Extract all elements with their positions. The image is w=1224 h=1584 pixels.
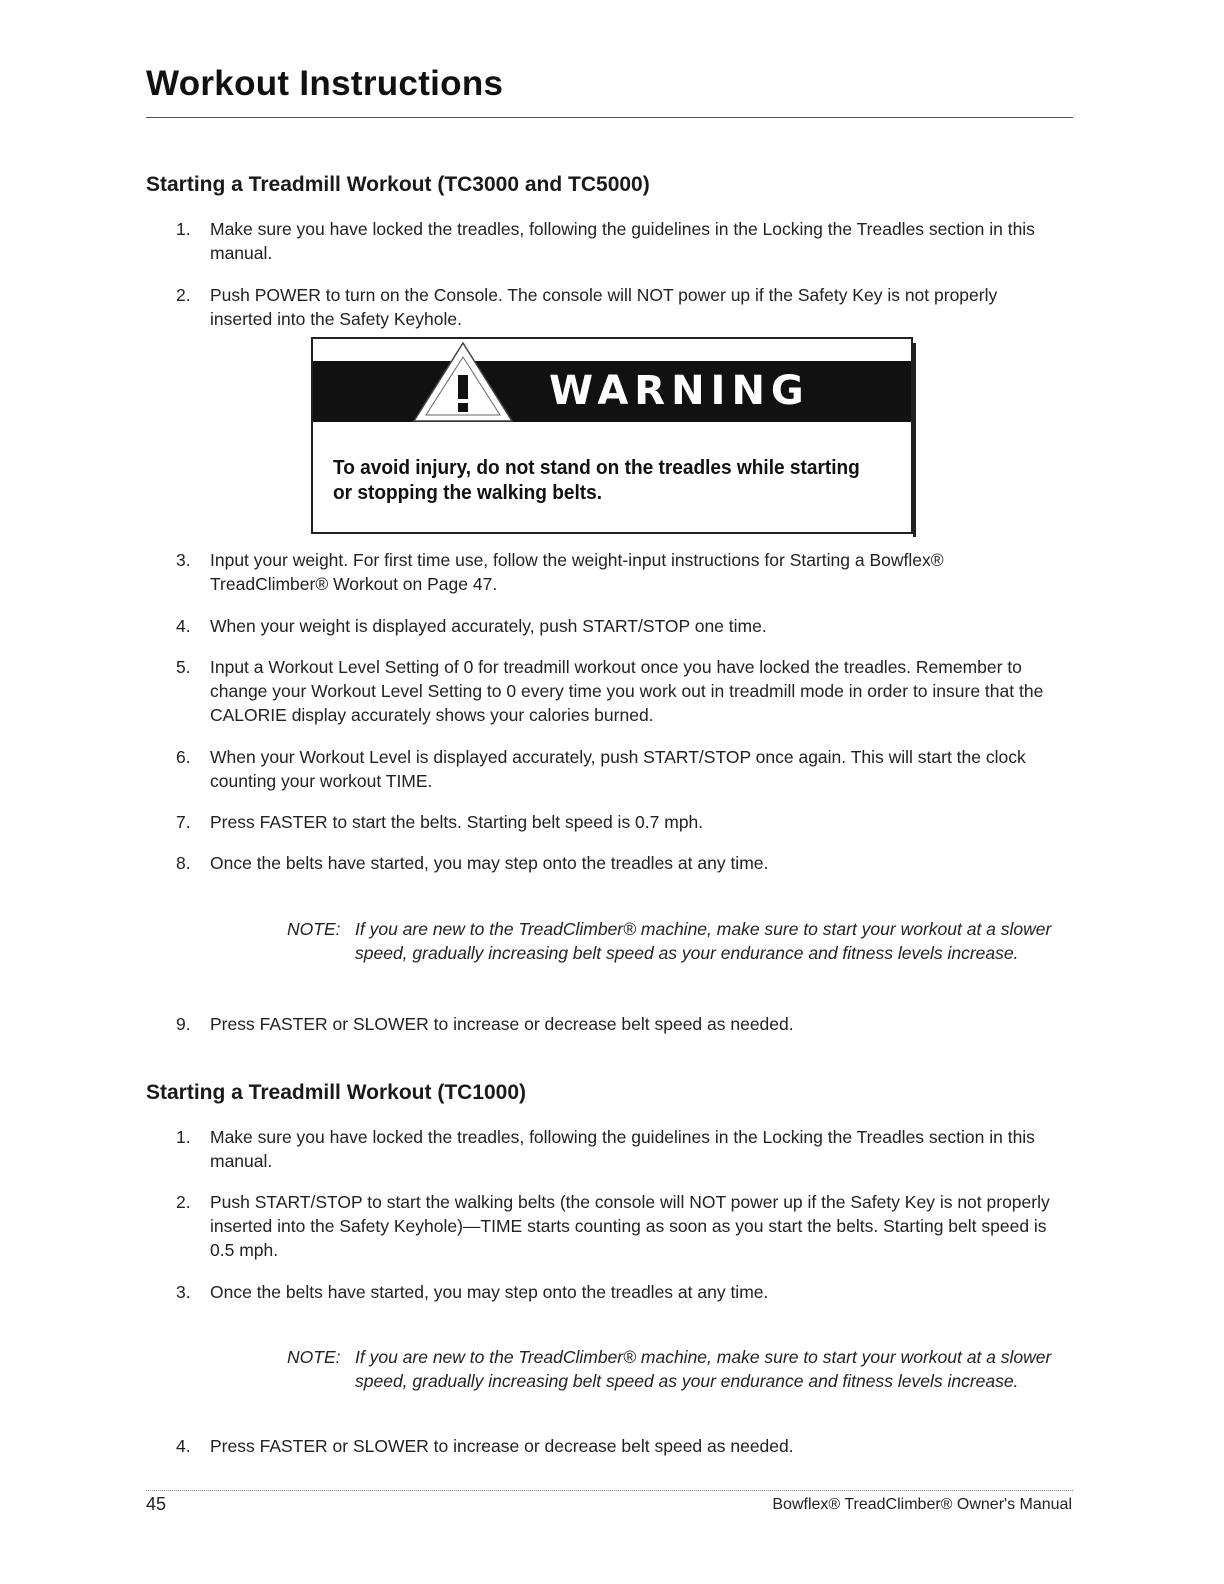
page-number: 45 <box>146 1494 167 1514</box>
note-tc1000 <box>287 1345 1077 1393</box>
step-number: 7. <box>176 812 191 832</box>
step-text: Press FASTER to start the belts. Starting belt speed is 0.7 mph. <box>210 812 704 832</box>
step-number: 2. <box>176 1192 191 1212</box>
step-text: Make sure you have locked the treadles, following the guidelines in the Locking the Treadles section in this manual. <box>210 219 1035 263</box>
step-number: 1. <box>176 219 191 239</box>
warning-title: WARNING <box>549 368 810 414</box>
step-text: Input your weight. For first time use, follow the weight-input instructions for Starting a Bowflex® TreadClimber® Workout on Page 47. <box>210 550 944 594</box>
step-number: 9. <box>176 1014 191 1034</box>
warning-text: To avoid injury, do not stand on the treadles while starting or stopping the walking belts. <box>333 456 860 504</box>
step-text: Push START/STOP to start the walking belts (the console will NOT power up if the Safety Key is not properly inserted into the Safety Keyhole)—TIME starts counting as soon as you start the belts. Starting belt speed is 0.5 mph. <box>210 1192 1050 1260</box>
title-divider <box>146 117 1073 118</box>
note-text: If you are new to the TreadClimber® machine, make sure to start your workout at a slower speed, gradually increasing belt speed as your endurance and fitness levels increase. <box>355 1347 1052 1391</box>
step-number: 4. <box>176 616 191 636</box>
step-text: When your Workout Level is displayed accurately, push START/STOP once again. This will start the clock counting your workout TIME. <box>210 747 1026 791</box>
section-heading-tc1000: Starting a Treadmill Workout (TC1000) <box>146 1081 527 1104</box>
section-heading-tc3000-tc5000: Starting a Treadmill Workout (TC3000 and TC5000) <box>146 173 650 196</box>
note-text: If you are new to the TreadClimber® machine, make sure to start your workout at a slower speed, gradually increasing belt speed as your endurance and fitness levels increase. <box>355 919 1052 963</box>
step-text: Press FASTER or SLOWER to increase or decrease belt speed as needed. <box>210 1436 794 1456</box>
step-number: 2. <box>176 285 191 305</box>
step-number: 6. <box>176 747 191 767</box>
step-number: 5. <box>176 657 191 677</box>
step-number: 3. <box>176 1282 191 1302</box>
step-number: 8. <box>176 853 191 873</box>
footer-divider <box>146 1490 1073 1491</box>
footer-manual-title: Bowflex® TreadClimber® Owner's Manual <box>772 1496 1072 1513</box>
page-title: Workout Instructions <box>146 64 504 103</box>
note-label: NOTE: <box>287 919 341 939</box>
step-number: 4. <box>176 1436 191 1456</box>
step-text: Input a Workout Level Setting of 0 for treadmill workout once you have locked the treadles. Remember to change your Workout Level Setting to 0 every time you work out in treadmill mode in order to insure that the CALORIE display accurately shows your calories burned. <box>210 657 1044 725</box>
step-text: Push POWER to turn on the Console. The console will NOT power up if the Safety Key is not properly inserted into the Safety Keyhole. <box>210 285 998 329</box>
step-number: 3. <box>176 550 191 570</box>
step-number: 1. <box>176 1127 191 1147</box>
warning-box <box>311 337 913 534</box>
warning-triangle-icon <box>411 341 515 427</box>
note-tc3000-tc5000 <box>287 917 1077 965</box>
step-text: Press FASTER or SLOWER to increase or decrease belt speed as needed. <box>210 1014 794 1034</box>
step-text: Once the belts have started, you may step onto the treadles at any time. <box>210 1282 769 1302</box>
step-text: When your weight is displayed accurately, push START/STOP one time. <box>210 616 767 636</box>
step-text: Make sure you have locked the treadles, following the guidelines in the Locking the Treadles section in this manual. <box>210 1127 1035 1171</box>
step-text: Once the belts have started, you may step onto the treadles at any time. <box>210 853 769 873</box>
note-label: NOTE: <box>287 1347 341 1367</box>
